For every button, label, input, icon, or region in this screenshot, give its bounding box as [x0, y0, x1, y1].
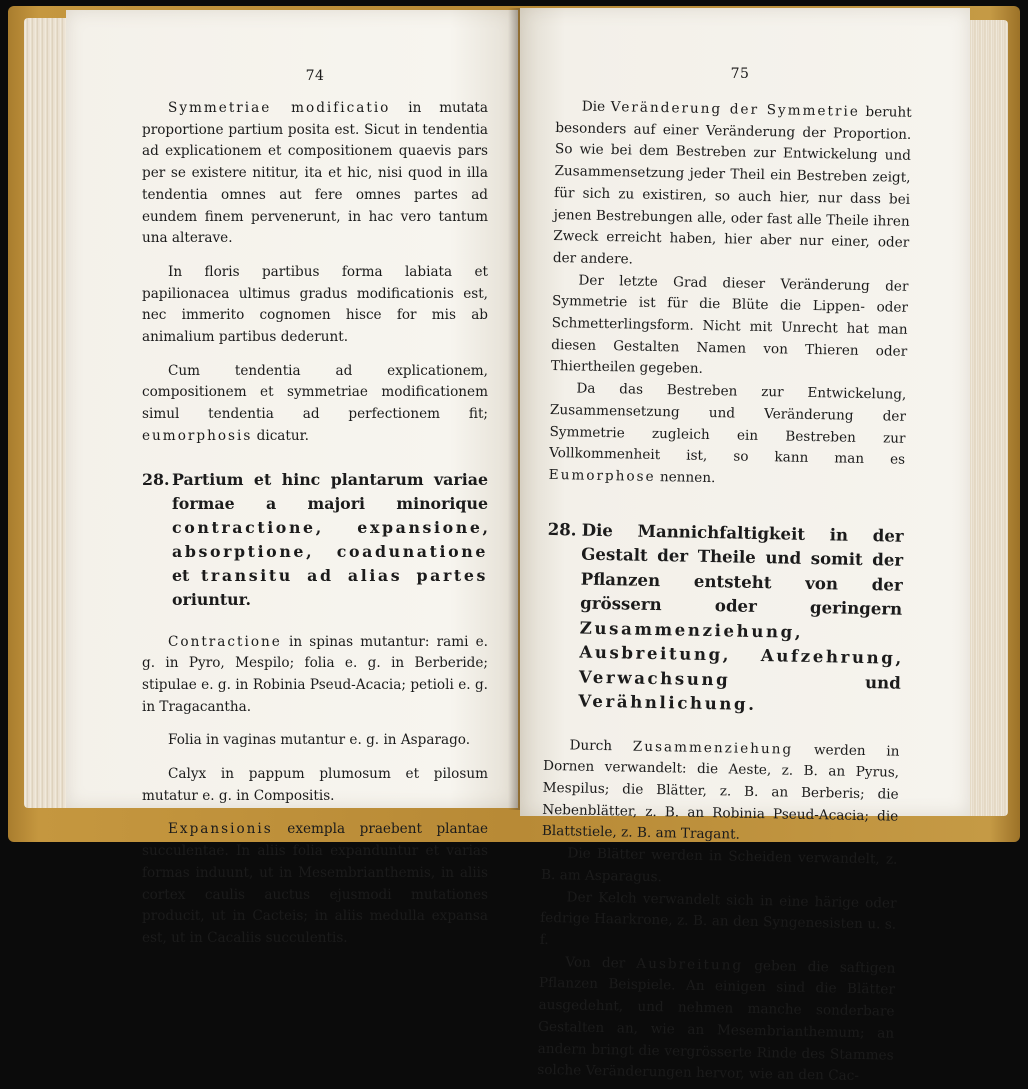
paragraph: Contractione in spinas mutantur: rami e. g. in Pyro, Mespilo; folia e. g. in Berberide; stipulae e. g. in Robinia Pseud-Acacia; petioli e. g. in Tragacantha. [142, 633, 488, 715]
page-edges-left [24, 18, 68, 808]
page-edges-right [968, 20, 1008, 816]
right-page [520, 8, 970, 1085]
section-heading [544, 517, 904, 720]
paragraph: Von der Ausbreitung geben die saftigen Pflanzen Beispiele. An einigen sind die Blätter ausgedehnt, und nehmen manche sonderbare Gestalten an, wie an Mesembrianthemum; an andern bringt die vergrösserte Rinde des Stammes solche Veränderungen hervor, wie an den Cac- [537, 954, 896, 1085]
paragraph: Calyx in pappum plumosum et pilosum mutatur e. g. in Compositis. [142, 766, 488, 804]
section-title: Die Mannichfaltigkeit in der Gestalt der Theile und somit der Pflanzen entsteht von der grössern oder geringern Zusammenziehung, Ausbreitung, Aufzehrung, Verwachsung und Verähnlichung. [578, 519, 904, 715]
right-page-number: 75 [730, 66, 750, 82]
paragraph: Die Veränderung der Symmetrie beruht besonders auf einer Veränderung der Proportion. So wie bei dem Bestreben zur Entwickelung und Zusammensetzung jeder Theil ein Bestreben zeigt, für sich zu existiren, so auch hier, nur dass bei jenen Bestrebungen alle, oder fast alle Theile ihren Zweck erreicht haben, hier aber nur einer, oder der andere. [552, 98, 912, 268]
left-page-number: 74 [305, 68, 325, 84]
section-number: 28. [142, 469, 170, 489]
paragraph: Expansionis exempla praebent plantae succulentae. In aliis folia expanduntur et varias formas induunt, ut in Mesembrianthemis, in aliis cortex caulis auctus ejusmodi mutationes producit, ut in Cacteis; in aliis medulla expansa est, ut in Cacaliis succulentis. [142, 821, 488, 946]
section-title: Partium et hinc plantarum variae formae a majori minorique contractione, expansione, absorptione, coadunatione et transitu ad alias partes oriuntur. [172, 469, 488, 609]
paragraph: Der letzte Grad dieser Veränderung der Symmetrie ist für die Blüte die Lippen- oder Schmetterlingsform. Nicht mit Unrecht hat man diesen Gestalten Namen von Thieren oder Thiertheilen gegeben. [550, 272, 909, 378]
paragraph: Durch Zusammenziehung werden in Dornen verwandelt: die Aeste, z. B. an Pyrus, Mespilus; die Blätter, z. B. an Berberis; die Nebenblätter, z. B. an Robinia Pseud-Acacia; die Blattstiele, z. B. am Tragant. [541, 737, 900, 844]
paragraph: Da das Bestreben zur Entwickelung, Zusammensetzung und Veränderung der Symmetrie zugleich ein Bestreben zur Vollkommenheit ist, so kann man es Eumorphose nennen. [548, 380, 907, 487]
left-page-body [142, 98, 488, 950]
left-page [66, 10, 518, 946]
right-page-body [537, 96, 912, 1089]
paragraph: Die Blätter werden in Scheiden verwandelt, z. B. am Asparagus. [540, 845, 898, 886]
section-heading [142, 468, 488, 612]
paragraph: Folia in vaginas mutantur e. g. in Asparago. [168, 732, 471, 749]
paragraph: Der Kelch verwandelt sich in eine härige oder fedrige Haarkrone, z. B. an den Syngenesisten u. s. f. [539, 888, 897, 948]
paragraph: Cum tendentia ad explicationem, compositionem et symmetriae modificationem simul tendentia ad perfectionem fit; eumorphosis dicatur. [142, 362, 488, 444]
section-number: 28. [547, 518, 577, 540]
paragraph: Symmetriae modificatio in mutata proportione partium posita est. Sicut in tendentia ad explicationem et compositionem quaevis pars per se existere nititur, ita et hic, nisi quod in illa tendentia omnes aut fere omnes partes ad eundem finem pervenerunt, in hac vero tantum una alterave. [142, 100, 489, 247]
paragraph: In floris partibus forma labiata et papilionacea ultimus gradus modificationis est, nec immerito cognomen hisce for mis ab animalium partibus dederunt. [142, 263, 488, 346]
